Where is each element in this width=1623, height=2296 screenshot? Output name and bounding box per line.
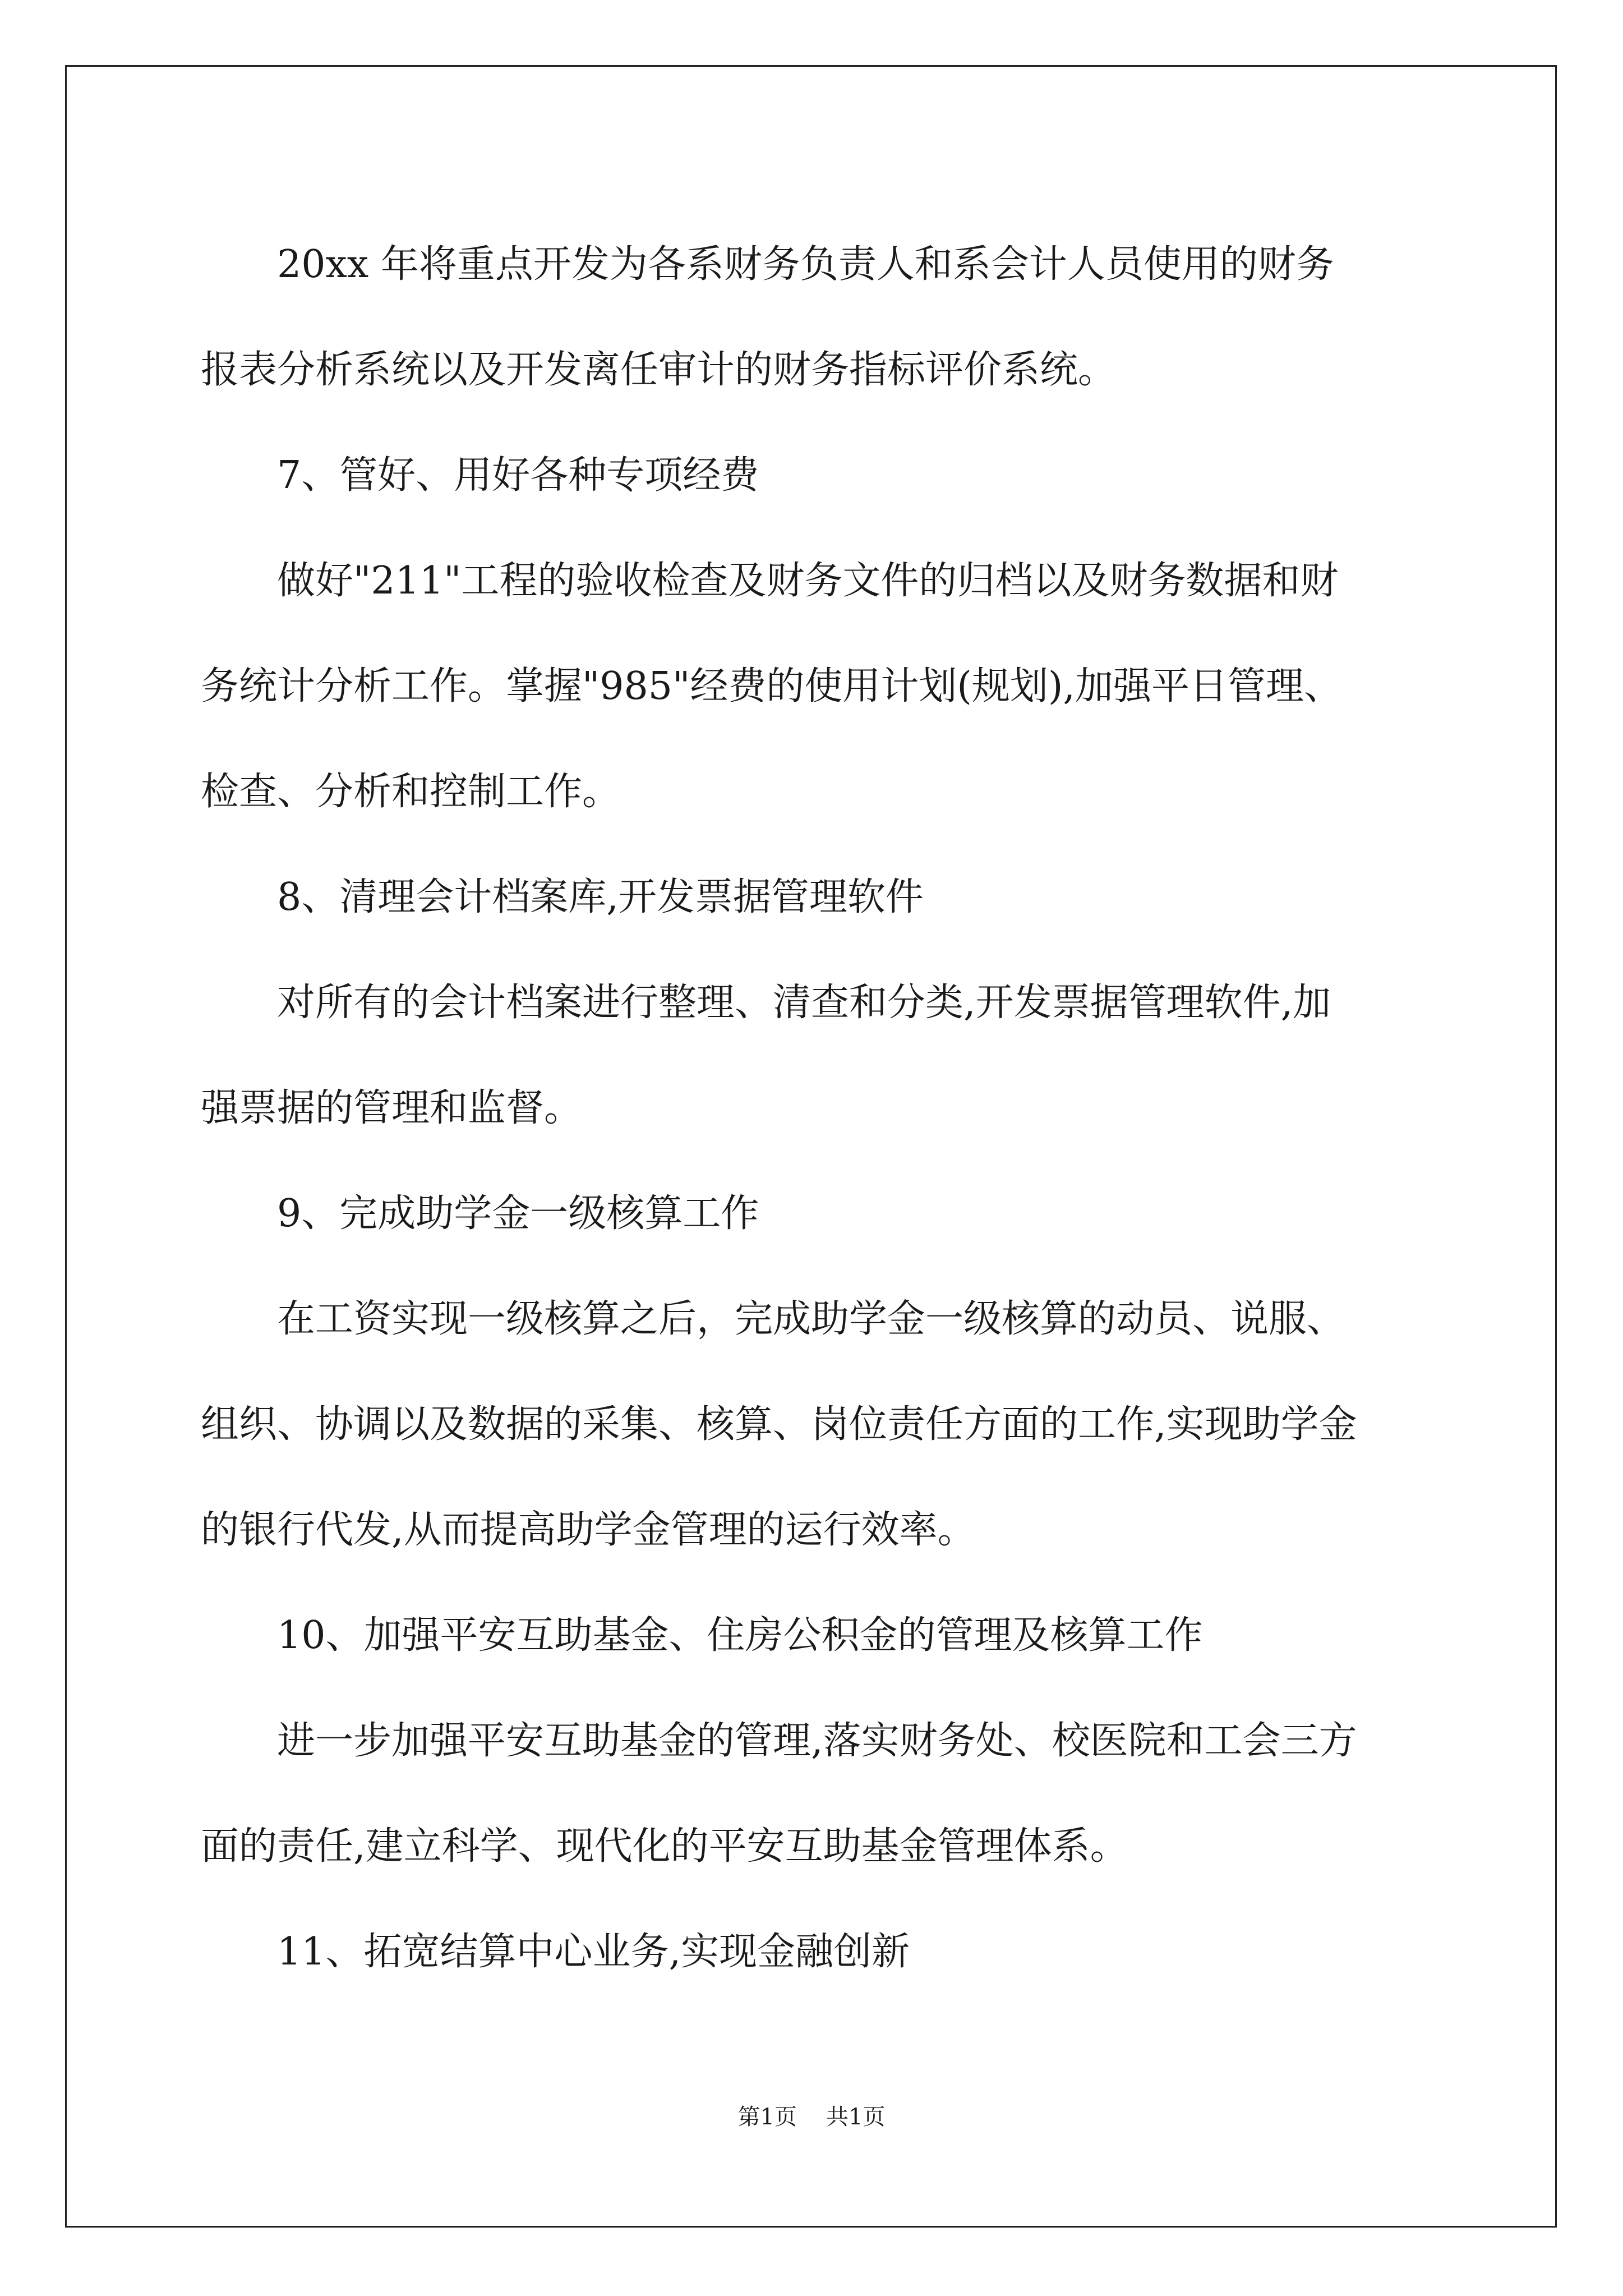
text-line: 检查、分析和控制工作。	[201, 770, 621, 814]
text-line: 对所有的会计档案进行整理、清查和分类,开发票据管理软件,加	[277, 981, 1331, 1025]
text-line: 20xx 年将重点开发为各系财务负责人和系会计人员使用的财务	[277, 242, 1334, 287]
text-line: 做好"211"工程的验收检查及财务文件的归档以及财务数据和财	[277, 559, 1339, 603]
section-heading: 9、完成助学金一级核算工作	[277, 1191, 759, 1236]
section-heading: 7、管好、用好各种专项经费	[277, 453, 759, 498]
page-footer	[0, 2099, 1623, 2131]
text-line: 在工资实现一级核算之后，完成助学金一级核算的动员、说服、	[277, 1297, 1345, 1341]
page-number-current: 第1页	[737, 2104, 797, 2130]
text-line: 的银行代发,从而提高助学金管理的运行效率。	[201, 1508, 976, 1552]
text-line: 报表分析系统以及开发离任审计的财务指标评价系统。	[201, 348, 1117, 392]
section-heading: 11、拓宽结算中心业务,实现金融创新	[277, 1930, 910, 1974]
text-line: 进一步加强平安互助基金的管理,落实财务处、校医院和工会三方	[277, 1719, 1357, 1763]
page-number-total: 共1页	[826, 2104, 886, 2130]
section-heading: 8、清理会计档案库,开发票据管理软件	[277, 875, 924, 919]
text-line: 组织、协调以及数据的采集、核算、岗位责任方面的工作,实现助学金	[201, 1402, 1357, 1447]
section-heading: 10、加强平安互助基金、住房公积金的管理及核算工作	[277, 1613, 1203, 1658]
text-line: 务统计分析工作。掌握"985"经费的使用计划(规划),加强平日管理、	[201, 664, 1343, 708]
text-line: 强票据的管理和监督。	[201, 1086, 583, 1130]
document-body	[201, 212, 1435, 2005]
text-line: 面的责任,建立科学、现代化的平安互助基金管理体系。	[201, 1824, 1128, 1869]
